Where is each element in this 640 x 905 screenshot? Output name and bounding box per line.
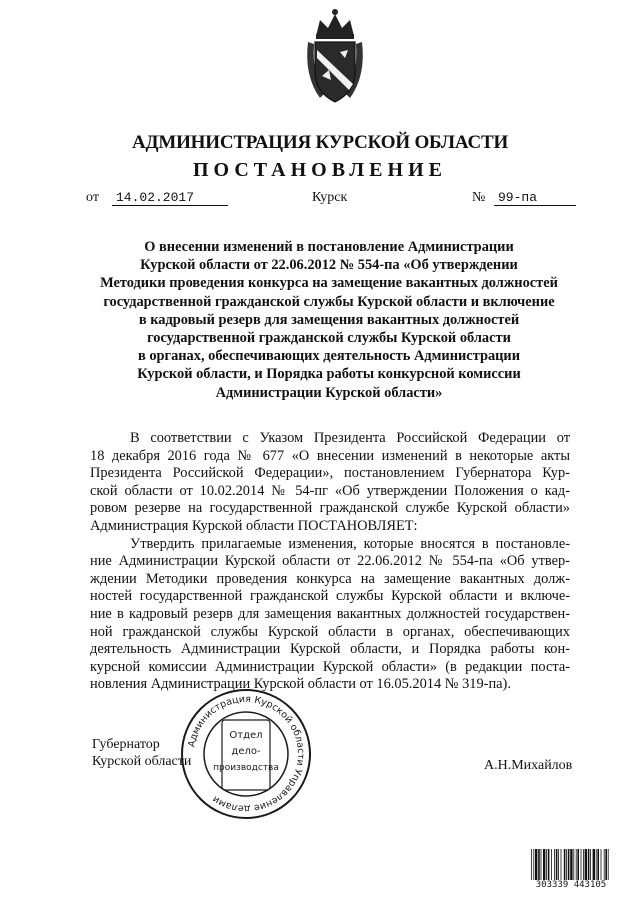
body-line: ние в кадровый резерв для замещения вакантных должностей государствен- — [90, 605, 570, 622]
title-line: в органах, обеспечивающих деятельность Администрации — [137, 348, 521, 365]
barcode-bar — [538, 849, 540, 881]
office-stamp — [178, 686, 314, 822]
signatory-name: А.Н.Михайлов — [484, 758, 573, 773]
barcode-bar — [573, 849, 574, 881]
number-prefix: № — [472, 190, 486, 205]
barcode-bar — [608, 849, 609, 881]
stamp-center-line: дело- — [231, 746, 261, 757]
title-line: Методики проведения конкурса на замещение вакантных должностей — [100, 275, 558, 292]
body-line: Президента Российской Федерации», постановлением Губернатора Кур- — [90, 465, 570, 482]
barcode-bar — [541, 849, 542, 881]
barcode-bar — [605, 849, 607, 881]
body-line: ровом резерве на государственной гражданской службе Курской области» — [90, 500, 570, 517]
document-date: 14.02.2017 — [112, 190, 228, 206]
barcode-bar — [597, 849, 599, 881]
stamp-center-line: Отдел — [229, 730, 263, 741]
barcode-bar — [561, 849, 562, 881]
signatory-position-line2: Курской области — [92, 754, 192, 769]
decree-body — [90, 430, 570, 694]
date-prefix: от — [86, 190, 99, 205]
barcode-bar — [548, 849, 550, 881]
decree-title — [90, 238, 568, 402]
body-line: В соответствии с Указом Президента Российской Федерации от — [130, 430, 570, 446]
barcode-bar — [558, 849, 559, 881]
coat-of-arms-emblem — [302, 6, 368, 106]
body-line: ностей государственной гражданской службы Курской области и включе- — [90, 588, 570, 605]
signatory-position-line1: Губернатор — [92, 737, 160, 752]
barcode-bar — [568, 849, 570, 881]
barcode-bar — [556, 849, 558, 881]
body-line: ной гражданской службы Курской области в органах, обеспечивающих — [90, 623, 570, 640]
barcode-bar — [583, 849, 584, 881]
document-number: 99-па — [494, 190, 576, 206]
barcode-bar — [533, 849, 534, 881]
body-line: новления Администрации Курской области от 16.05.2014 № 319-па). — [90, 676, 511, 693]
barcode-bar — [590, 849, 591, 881]
title-line: Курской области, и Порядка работы конкурсной комиссии — [137, 366, 521, 383]
barcode-bar — [577, 849, 579, 881]
organization-title: АДМИНИСТРАЦИЯ КУРСКОЙ ОБЛАСТИ — [131, 132, 509, 153]
body-line: ние Администрации Курской области от 22.06.2012 № 554-па «Об утвер- — [90, 553, 570, 570]
body-line: 18 декабря 2016 года № 677 «О внесении изменений в некоторые акты — [90, 447, 570, 464]
document-type-title: ПОСТАНОВЛЕНИЕ — [193, 159, 447, 181]
barcode-bar — [546, 849, 547, 881]
title-line: Курской области от 22.06.2012 № 554-па «Об утверждении — [140, 257, 518, 274]
barcode-bar — [551, 849, 552, 881]
barcode-bar — [604, 849, 605, 881]
barcode-bar — [601, 849, 602, 881]
body-line: Администрация Курской области ПОСТАНОВЛЯЕТ: — [90, 517, 418, 534]
body-line: Утвердить прилагаемые изменения, которые вносятся в постановле- — [130, 535, 570, 552]
barcode-bar — [531, 849, 532, 881]
title-line: государственной гражданской службы Курской области и включение — [103, 293, 555, 310]
body-line: ждении Методики проведения конкурса на замещение вакантных долж- — [90, 570, 570, 587]
barcode-bar — [566, 849, 567, 881]
body-line: деятельность Администрации Курской области, и Порядка работы кон- — [90, 641, 570, 658]
barcode-bar — [564, 849, 566, 881]
barcode-bar — [570, 849, 572, 881]
stamp-ring-text: Администрация Курской области Управление делами — [186, 693, 307, 815]
stamp-center-line: производства — [213, 763, 279, 773]
title-line: О внесении изменений в постановление Администрации — [144, 239, 514, 255]
barcode-bar — [581, 849, 582, 881]
title-line: государственной гражданской службы Курской области — [147, 330, 511, 347]
barcode-number: 303339 443105 — [528, 880, 614, 890]
barcode-bar — [593, 849, 595, 881]
barcode-bar — [535, 849, 537, 881]
title-line: в кадровый резерв для замещения вакантных должностей — [138, 311, 520, 328]
body-line: курсной комиссии Администрации Курской области» (в редакции поста- — [90, 658, 570, 675]
barcode-bar — [543, 849, 545, 881]
barcode-bar — [596, 849, 597, 881]
barcode-bar — [554, 849, 555, 881]
barcode-bar — [588, 849, 590, 881]
body-line: ской области от 10.02.2014 № 54-пг «Об утверждении Положения о кад- — [90, 482, 570, 499]
title-line: Администрации Курской области» — [215, 384, 443, 401]
barcode-bar — [585, 849, 587, 881]
document-city: Курск — [312, 190, 348, 205]
barcode-bar — [576, 849, 577, 881]
